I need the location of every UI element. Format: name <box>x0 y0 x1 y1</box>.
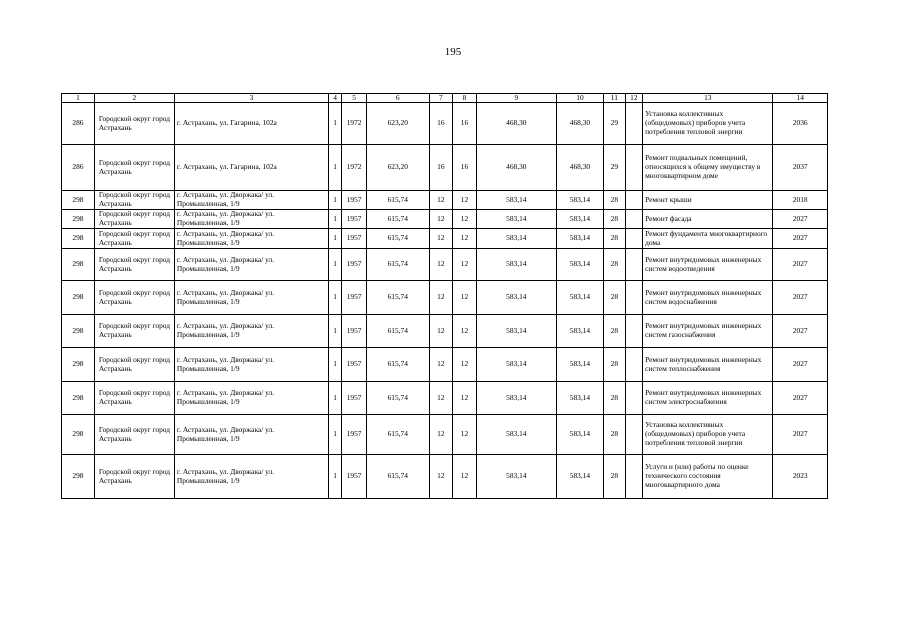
column-number: 2 <box>94 94 174 103</box>
work-type-cell: Услуги и (или) работы по оценке технического состояния многоквартирного дома <box>643 455 773 499</box>
extra-column-cell <box>625 229 642 249</box>
extra-column-cell <box>625 249 642 281</box>
extra-column-cell <box>625 210 642 229</box>
row-number-cell: 298 <box>62 348 95 382</box>
municipality-cell: Городской округ город Астрахань <box>94 145 174 191</box>
premises-area-cell: 583,14 <box>556 382 603 415</box>
work-type-cell: Ремонт внутридомовых инженерных систем водоотведения <box>643 249 773 281</box>
living-area-cell: 583,14 <box>476 249 556 281</box>
work-type-cell: Ремонт внутридомовых инженерных систем теплоснабжения <box>643 348 773 382</box>
planned-year-cell: 2027 <box>773 415 828 455</box>
municipality-cell: Городской округ город Астрахань <box>94 455 174 499</box>
address-cell: г. Астрахань, ул. Дворжака/ ул. Промышленная, 1/9 <box>174 455 328 499</box>
premises-area-cell: 583,14 <box>556 191 603 210</box>
floors-min-cell: 12 <box>453 229 477 249</box>
work-type-cell: Ремонт фундамента многоквартирного дома <box>643 229 773 249</box>
building-count-cell: 1 <box>328 455 341 499</box>
extra-column-cell <box>625 191 642 210</box>
year-built-cell: 1957 <box>342 348 367 382</box>
row-number-cell: 286 <box>62 103 95 145</box>
municipality-cell: Городской округ город Астрахань <box>94 315 174 348</box>
living-area-cell: 583,14 <box>476 382 556 415</box>
column-number: 11 <box>604 94 626 103</box>
floors-min-cell: 12 <box>453 249 477 281</box>
table-body <box>62 94 828 499</box>
address-cell: г. Астрахань, ул. Дворжака/ ул. Промышленная, 1/9 <box>174 210 328 229</box>
municipality-cell: Городской округ город Астрахань <box>94 415 174 455</box>
municipality-cell: Городской округ город Астрахань <box>94 281 174 315</box>
building-count-cell: 1 <box>328 382 341 415</box>
registered-residents-cell: 28 <box>604 455 626 499</box>
building-count-cell: 1 <box>328 415 341 455</box>
floors-max-cell: 12 <box>429 229 453 249</box>
municipality-cell: Городской округ город Астрахань <box>94 210 174 229</box>
address-cell: г. Астрахань, ул. Дворжака/ ул. Промышленная, 1/9 <box>174 281 328 315</box>
address-cell: г. Астрахань, ул. Дворжака/ ул. Промышленная, 1/9 <box>174 348 328 382</box>
floors-max-cell: 12 <box>429 382 453 415</box>
column-number: 7 <box>429 94 453 103</box>
registered-residents-cell: 28 <box>604 315 626 348</box>
total-area-cell: 615,74 <box>366 348 429 382</box>
extra-column-cell <box>625 103 642 145</box>
work-type-cell: Ремонт внутридомовых инженерных систем газоснабжения <box>643 315 773 348</box>
table-row <box>62 382 828 415</box>
extra-column-cell <box>625 382 642 415</box>
work-type-cell: Ремонт внутридомовых инженерных систем водоснабжения <box>643 281 773 315</box>
year-built-cell: 1957 <box>342 415 367 455</box>
municipality-cell: Городской округ город Астрахань <box>94 249 174 281</box>
premises-area-cell: 583,14 <box>556 348 603 382</box>
table-row <box>62 103 828 145</box>
row-number-cell: 298 <box>62 229 95 249</box>
floors-max-cell: 12 <box>429 281 453 315</box>
table-row <box>62 145 828 191</box>
table-row <box>62 229 828 249</box>
extra-column-cell <box>625 315 642 348</box>
living-area-cell: 583,14 <box>476 281 556 315</box>
floors-min-cell: 12 <box>453 348 477 382</box>
building-count-cell: 1 <box>328 145 341 191</box>
work-type-cell: Установка коллективных (общедомовых) приборов учета потребления тепловой энергии <box>643 103 773 145</box>
registered-residents-cell: 28 <box>604 281 626 315</box>
building-count-cell: 1 <box>328 229 341 249</box>
municipality-cell: Городской округ город Астрахань <box>94 348 174 382</box>
municipality-cell: Городской округ город Астрахань <box>94 229 174 249</box>
premises-area-cell: 468,30 <box>556 103 603 145</box>
floors-min-cell: 12 <box>453 455 477 499</box>
column-number: 14 <box>773 94 828 103</box>
registered-residents-cell: 28 <box>604 229 626 249</box>
total-area-cell: 615,74 <box>366 382 429 415</box>
floors-max-cell: 16 <box>429 145 453 191</box>
floors-min-cell: 16 <box>453 145 477 191</box>
planned-year-cell: 2027 <box>773 210 828 229</box>
living-area-cell: 583,14 <box>476 315 556 348</box>
planned-year-cell: 2027 <box>773 281 828 315</box>
table-row <box>62 210 828 229</box>
year-built-cell: 1957 <box>342 229 367 249</box>
floors-min-cell: 12 <box>453 315 477 348</box>
planned-year-cell: 2027 <box>773 315 828 348</box>
premises-area-cell: 468,30 <box>556 145 603 191</box>
planned-year-cell: 2036 <box>773 103 828 145</box>
year-built-cell: 1957 <box>342 455 367 499</box>
column-number: 1 <box>62 94 95 103</box>
registered-residents-cell: 29 <box>604 145 626 191</box>
total-area-cell: 615,74 <box>366 191 429 210</box>
address-cell: г. Астрахань, ул. Гагарина, 102а <box>174 103 328 145</box>
floors-min-cell: 12 <box>453 415 477 455</box>
extra-column-cell <box>625 415 642 455</box>
year-built-cell: 1972 <box>342 145 367 191</box>
building-count-cell: 1 <box>328 249 341 281</box>
row-number-cell: 298 <box>62 315 95 348</box>
registered-residents-cell: 28 <box>604 348 626 382</box>
planned-year-cell: 2037 <box>773 145 828 191</box>
premises-area-cell: 583,14 <box>556 315 603 348</box>
column-number-row <box>62 94 828 103</box>
row-number-cell: 298 <box>62 249 95 281</box>
building-count-cell: 1 <box>328 281 341 315</box>
total-area-cell: 615,74 <box>366 415 429 455</box>
year-built-cell: 1957 <box>342 191 367 210</box>
total-area-cell: 615,74 <box>366 229 429 249</box>
extra-column-cell <box>625 348 642 382</box>
column-number: 13 <box>643 94 773 103</box>
registered-residents-cell: 28 <box>604 415 626 455</box>
address-cell: г. Астрахань, ул. Дворжака/ ул. Промышленная, 1/9 <box>174 315 328 348</box>
living-area-cell: 583,14 <box>476 229 556 249</box>
address-cell: г. Астрахань, ул. Дворжака/ ул. Промышленная, 1/9 <box>174 229 328 249</box>
registered-residents-cell: 28 <box>604 191 626 210</box>
living-area-cell: 468,30 <box>476 103 556 145</box>
floors-min-cell: 12 <box>453 210 477 229</box>
total-area-cell: 615,74 <box>366 210 429 229</box>
year-built-cell: 1972 <box>342 103 367 145</box>
planned-year-cell: 2023 <box>773 455 828 499</box>
extra-column-cell <box>625 455 642 499</box>
row-number-cell: 286 <box>62 145 95 191</box>
column-number: 9 <box>476 94 556 103</box>
table-row <box>62 281 828 315</box>
year-built-cell: 1957 <box>342 382 367 415</box>
building-count-cell: 1 <box>328 348 341 382</box>
building-count-cell: 1 <box>328 191 341 210</box>
floors-max-cell: 16 <box>429 103 453 145</box>
total-area-cell: 615,74 <box>366 315 429 348</box>
row-number-cell: 298 <box>62 382 95 415</box>
table-row <box>62 315 828 348</box>
column-number: 10 <box>556 94 603 103</box>
registered-residents-cell: 28 <box>604 210 626 229</box>
planned-year-cell: 2027 <box>773 348 828 382</box>
row-number-cell: 298 <box>62 455 95 499</box>
work-type-cell: Ремонт крыши <box>643 191 773 210</box>
address-cell: г. Астрахань, ул. Гагарина, 102а <box>174 145 328 191</box>
floors-min-cell: 12 <box>453 281 477 315</box>
total-area-cell: 615,74 <box>366 455 429 499</box>
floors-max-cell: 12 <box>429 315 453 348</box>
table-row <box>62 348 828 382</box>
total-area-cell: 615,74 <box>366 281 429 315</box>
premises-area-cell: 583,14 <box>556 415 603 455</box>
address-cell: г. Астрахань, ул. Дворжака/ ул. Промышленная, 1/9 <box>174 382 328 415</box>
floors-max-cell: 12 <box>429 455 453 499</box>
work-type-cell: Ремонт фасада <box>643 210 773 229</box>
table-row <box>62 191 828 210</box>
year-built-cell: 1957 <box>342 315 367 348</box>
column-number: 8 <box>453 94 477 103</box>
floors-max-cell: 12 <box>429 191 453 210</box>
municipality-cell: Городской округ город Астрахань <box>94 103 174 145</box>
address-cell: г. Астрахань, ул. Дворжака/ ул. Промышленная, 1/9 <box>174 415 328 455</box>
floors-max-cell: 12 <box>429 348 453 382</box>
premises-area-cell: 583,14 <box>556 229 603 249</box>
extra-column-cell <box>625 281 642 315</box>
page-number: 195 <box>444 46 462 58</box>
planned-year-cell: 2027 <box>773 382 828 415</box>
repair-program-table <box>61 93 828 499</box>
floors-min-cell: 16 <box>453 103 477 145</box>
living-area-cell: 583,14 <box>476 415 556 455</box>
row-number-cell: 298 <box>62 281 95 315</box>
living-area-cell: 583,14 <box>476 191 556 210</box>
premises-area-cell: 583,14 <box>556 210 603 229</box>
premises-area-cell: 583,14 <box>556 249 603 281</box>
total-area-cell: 623,20 <box>366 103 429 145</box>
total-area-cell: 615,74 <box>366 249 429 281</box>
registered-residents-cell: 29 <box>604 103 626 145</box>
living-area-cell: 583,14 <box>476 210 556 229</box>
floors-max-cell: 12 <box>429 210 453 229</box>
living-area-cell: 583,14 <box>476 455 556 499</box>
living-area-cell: 583,14 <box>476 348 556 382</box>
column-number: 3 <box>174 94 328 103</box>
registered-residents-cell: 28 <box>604 382 626 415</box>
row-number-cell: 298 <box>62 415 95 455</box>
premises-area-cell: 583,14 <box>556 455 603 499</box>
municipality-cell: Городской округ город Астрахань <box>94 191 174 210</box>
column-number: 4 <box>328 94 341 103</box>
column-number: 5 <box>342 94 367 103</box>
total-area-cell: 623,20 <box>366 145 429 191</box>
column-number: 12 <box>625 94 642 103</box>
floors-min-cell: 12 <box>453 191 477 210</box>
address-cell: г. Астрахань, ул. Дворжака/ ул. Промышленная, 1/9 <box>174 249 328 281</box>
floors-min-cell: 12 <box>453 382 477 415</box>
work-type-cell: Установка коллективных (общедомовых) приборов учета потребления тепловой энергии <box>643 415 773 455</box>
year-built-cell: 1957 <box>342 210 367 229</box>
work-type-cell: Ремонт внутридомовых инженерных систем электроснабжения <box>643 382 773 415</box>
floors-max-cell: 12 <box>429 415 453 455</box>
address-cell: г. Астрахань, ул. Дворжака/ ул. Промышленная, 1/9 <box>174 191 328 210</box>
table-row <box>62 415 828 455</box>
planned-year-cell: 2027 <box>773 249 828 281</box>
table-row <box>62 249 828 281</box>
building-count-cell: 1 <box>328 210 341 229</box>
building-count-cell: 1 <box>328 315 341 348</box>
municipality-cell: Городской округ город Астрахань <box>94 382 174 415</box>
floors-max-cell: 12 <box>429 249 453 281</box>
planned-year-cell: 2018 <box>773 191 828 210</box>
year-built-cell: 1957 <box>342 249 367 281</box>
building-count-cell: 1 <box>328 103 341 145</box>
year-built-cell: 1957 <box>342 281 367 315</box>
row-number-cell: 298 <box>62 210 95 229</box>
extra-column-cell <box>625 145 642 191</box>
column-number: 6 <box>366 94 429 103</box>
row-number-cell: 298 <box>62 191 95 210</box>
living-area-cell: 468,30 <box>476 145 556 191</box>
work-type-cell: Ремонт подвальных помещений, относящихся к общему имуществу в многоквартирном доме <box>643 145 773 191</box>
table-row <box>62 455 828 499</box>
premises-area-cell: 583,14 <box>556 281 603 315</box>
planned-year-cell: 2027 <box>773 229 828 249</box>
registered-residents-cell: 28 <box>604 249 626 281</box>
